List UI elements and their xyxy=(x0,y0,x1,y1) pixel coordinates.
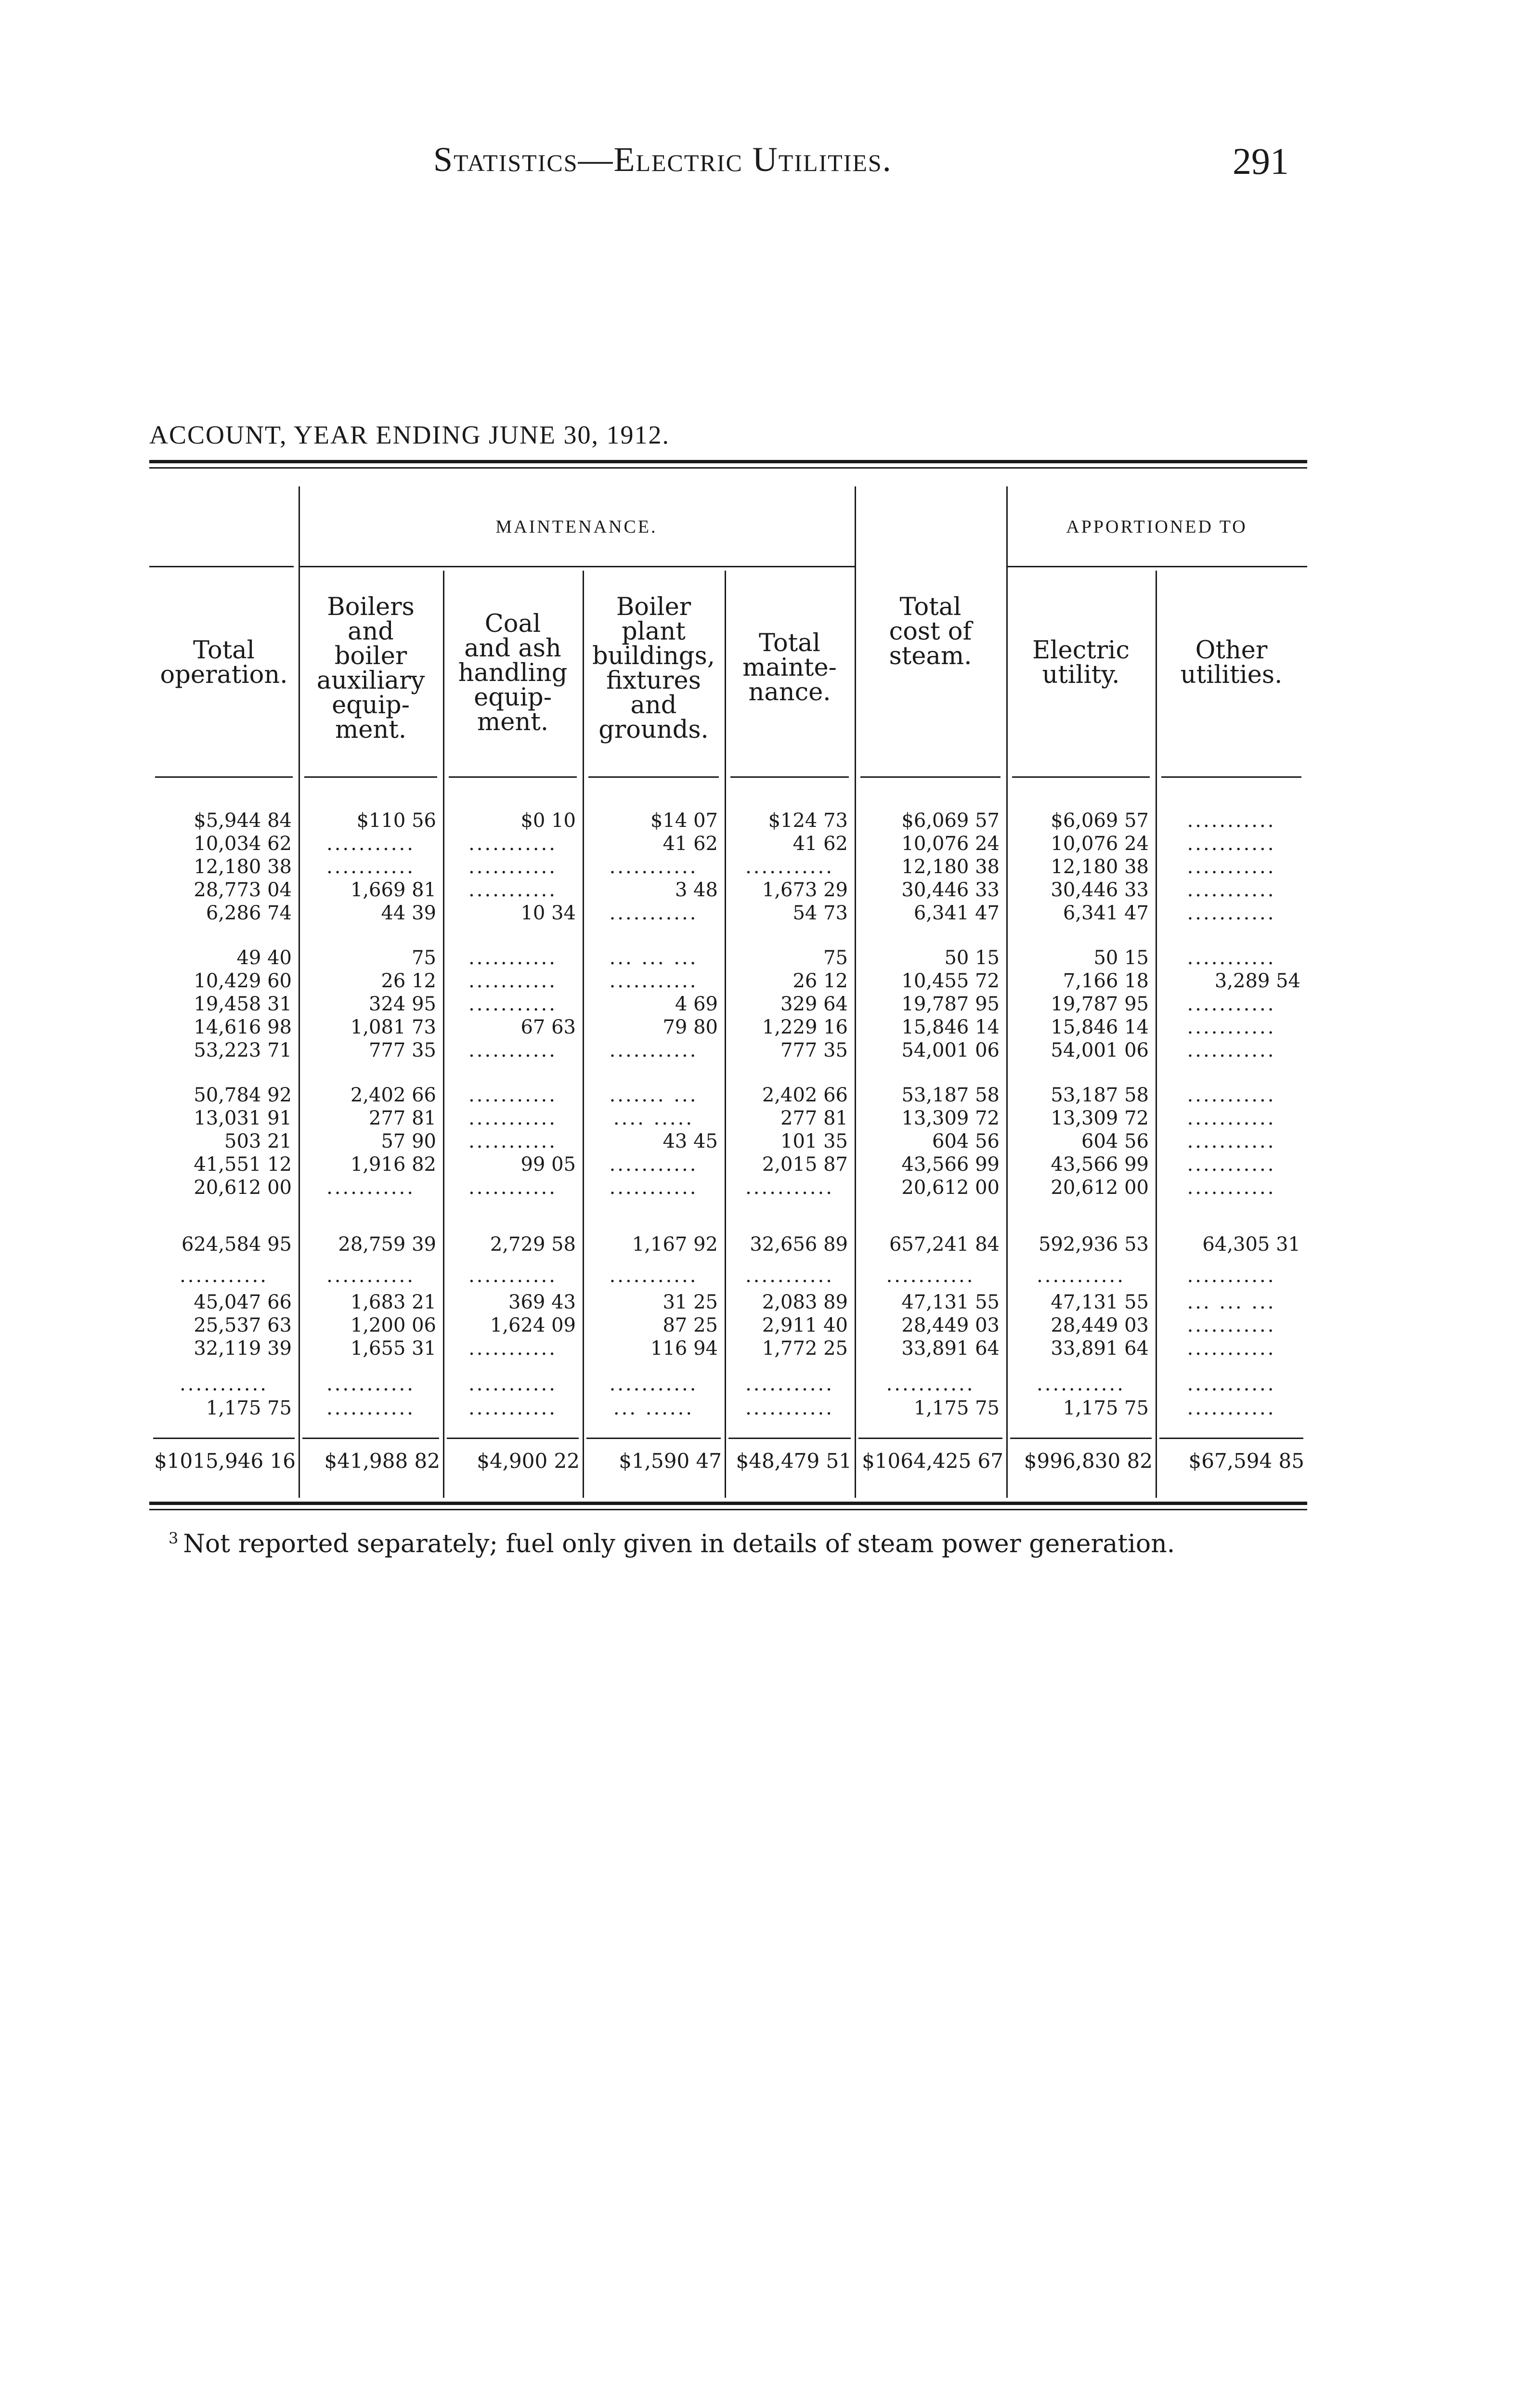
cell-r1-c4: $14 07 xyxy=(650,810,718,832)
cell-r19-c5: 1,772 25 xyxy=(762,1337,848,1360)
cell-r4-c3: ........... xyxy=(468,879,557,901)
cell-r18-c6: 28,449 03 xyxy=(901,1314,1000,1336)
cell-r13-c5: 101 35 xyxy=(780,1130,848,1152)
cell-r18-c5: 2,911 40 xyxy=(762,1314,848,1336)
cell-r3-c1: 12,180 38 xyxy=(194,856,292,878)
cell-r13-c2: 57 90 xyxy=(381,1130,436,1152)
cell-r18-c4: 87 25 xyxy=(663,1314,718,1336)
column-header-underline-5 xyxy=(730,776,849,778)
total-c8: $67,594 85 xyxy=(1188,1449,1304,1473)
cell-r7-c3: ........... xyxy=(468,970,557,992)
dot-leader-r2-c8: ........... xyxy=(1187,1265,1276,1287)
cell-r20-c7: 1,175 75 xyxy=(1063,1397,1149,1419)
column-separator-4 xyxy=(725,571,726,1498)
dot-leader-r2-c3: ........... xyxy=(468,1265,557,1287)
cell-r2-c4: 41 62 xyxy=(663,833,718,855)
totals-rule-1 xyxy=(153,1438,295,1439)
dot-leader-r2-c2: ........... xyxy=(326,1265,415,1287)
cell-r13-c8: ........... xyxy=(1187,1130,1276,1152)
cell-r15-c6: 20,612 00 xyxy=(901,1177,1000,1199)
bottom-rule-thick xyxy=(149,1502,1307,1505)
cell-r1-c8: ........... xyxy=(1187,810,1276,832)
column-header-4: Boiler plant buildings, fixtures and grounds. xyxy=(592,593,715,744)
cell-r6-c3: ........... xyxy=(468,947,557,969)
cell-r14-c3: 99 05 xyxy=(520,1153,576,1176)
cell-r7-c6: 10,455 72 xyxy=(901,970,1000,992)
cell-r20-c4: ... ...... xyxy=(613,1397,694,1419)
cell-r2-c1: 10,034 62 xyxy=(194,833,292,855)
cell-r17-c8: ... ... ... xyxy=(1187,1291,1276,1313)
cell-r6-c5: 75 xyxy=(823,947,848,969)
cell-r8-c6: 19,787 95 xyxy=(901,993,1000,1015)
cell-r9-c8: ........... xyxy=(1187,1016,1276,1038)
cell-r3-c8: ........... xyxy=(1187,856,1276,878)
cell-r18-c7: 28,449 03 xyxy=(1051,1314,1149,1336)
cell-r8-c4: 4 69 xyxy=(675,993,718,1015)
cell-r8-c3: ........... xyxy=(468,993,557,1015)
cell-r9-c7: 15,846 14 xyxy=(1051,1016,1149,1038)
cell-r4-c1: 28,773 04 xyxy=(194,879,292,901)
column-separator-3 xyxy=(583,571,584,1498)
cell-r9-c1: 14,616 98 xyxy=(194,1016,292,1038)
cell-r2-c8: ........... xyxy=(1187,833,1276,855)
footnote xyxy=(169,1529,1175,1558)
cell-r5-c5: 54 73 xyxy=(792,902,848,924)
maintenance-group-rule xyxy=(299,566,855,567)
cell-r5-c8: ........... xyxy=(1187,902,1276,924)
total-c1: $1015,946 16 xyxy=(154,1449,296,1473)
cell-r2-c2: ........... xyxy=(326,833,415,855)
cell-r14-c5: 2,015 87 xyxy=(762,1153,848,1176)
cell-r17-c2: 1,683 21 xyxy=(350,1291,436,1313)
cell-r12-c1: 13,031 91 xyxy=(194,1107,292,1129)
top-rule-thick xyxy=(149,460,1307,463)
cell-r17-c5: 2,083 89 xyxy=(762,1291,848,1313)
column-header-3: Coal and ash handling equip- ment. xyxy=(458,610,568,736)
total-operation-head-rule xyxy=(149,566,294,567)
cell-r8-c2: 324 95 xyxy=(369,993,436,1015)
cell-r14-c8: ........... xyxy=(1187,1153,1276,1176)
cell-r20-c3: ........... xyxy=(468,1397,557,1419)
column-separator-2 xyxy=(443,571,444,1498)
cell-r1-c5: $124 73 xyxy=(768,810,848,832)
cell-r15-c4: ........... xyxy=(609,1177,698,1199)
cell-r14-c2: 1,916 82 xyxy=(350,1153,436,1176)
cell-r20-c2: ........... xyxy=(326,1397,415,1419)
cell-r1-c6: $6,069 57 xyxy=(901,810,1000,832)
cell-r10-c3: ........... xyxy=(468,1039,557,1061)
column-header-2: Boilers and boiler auxiliary equip- ment. xyxy=(316,593,425,744)
cell-r19-c6: 33,891 64 xyxy=(901,1337,1000,1360)
cell-r7-c1: 10,429 60 xyxy=(194,970,292,992)
column-header-underline-2 xyxy=(304,776,437,778)
cell-r15-c8: ........... xyxy=(1187,1177,1276,1199)
dot-leader-r2-c5: ........... xyxy=(745,1265,834,1287)
dot-leader-r3-c7: ........... xyxy=(1037,1373,1125,1395)
cell-r6-c8: ........... xyxy=(1187,947,1276,969)
total-c5: $48,479 51 xyxy=(736,1449,852,1473)
cell-r12-c7: 13,309 72 xyxy=(1051,1107,1149,1129)
apportioned-group-label: APPORTIONED TO xyxy=(1066,517,1247,537)
cell-r10-c4: ........... xyxy=(609,1039,698,1061)
cell-r16-c4: 1,167 92 xyxy=(632,1233,718,1256)
dot-leader-r2-c1: ........... xyxy=(180,1265,268,1287)
column-separator-5 xyxy=(855,486,856,1498)
cell-r8-c1: 19,458 31 xyxy=(194,993,292,1015)
cell-r17-c4: 31 25 xyxy=(663,1291,718,1313)
cell-r3-c4: ........... xyxy=(609,856,698,878)
cell-r16-c7: 592,936 53 xyxy=(1038,1233,1149,1256)
totals-rule-6 xyxy=(858,1438,1002,1439)
cell-r11-c1: 50,784 92 xyxy=(194,1084,292,1106)
cell-r12-c2: 277 81 xyxy=(369,1107,436,1129)
cell-r13-c1: 503 21 xyxy=(224,1130,292,1152)
total-c6: $1064,425 67 xyxy=(862,1449,1003,1473)
cell-r16-c5: 32,656 89 xyxy=(750,1233,848,1256)
dot-leader-r3-c3: ........... xyxy=(468,1373,557,1395)
cell-r10-c8: ........... xyxy=(1187,1039,1276,1061)
cell-r2-c3: ........... xyxy=(468,833,557,855)
column-separator-7 xyxy=(1156,571,1157,1498)
cell-r2-c5: 41 62 xyxy=(792,833,848,855)
cell-r12-c8: ........... xyxy=(1187,1107,1276,1129)
cell-r10-c1: 53,223 71 xyxy=(194,1039,292,1061)
cell-r15-c2: ........... xyxy=(326,1177,415,1199)
cell-r14-c1: 41,551 12 xyxy=(194,1153,292,1176)
total-c4: $1,590 47 xyxy=(619,1449,722,1473)
cell-r18-c1: 25,537 63 xyxy=(194,1314,292,1336)
cell-r20-c1: 1,175 75 xyxy=(206,1397,292,1419)
cell-r8-c5: 329 64 xyxy=(780,993,848,1015)
totals-rule-2 xyxy=(302,1438,439,1439)
cell-r3-c2: ........... xyxy=(326,856,415,878)
total-c2: $41,988 82 xyxy=(324,1449,440,1473)
cell-r5-c1: 6,286 74 xyxy=(206,902,292,924)
table-title: ACCOUNT, YEAR ENDING JUNE 30, 1912. xyxy=(149,420,670,449)
cell-r19-c1: 32,119 39 xyxy=(194,1337,292,1360)
column-header-underline-1 xyxy=(155,776,293,778)
cell-r5-c7: 6,341 47 xyxy=(1063,902,1149,924)
cell-r11-c4: ....... ... xyxy=(609,1084,698,1106)
cell-r12-c6: 13,309 72 xyxy=(901,1107,1000,1129)
cell-r19-c3: ........... xyxy=(468,1337,557,1360)
cell-r18-c3: 1,624 09 xyxy=(490,1314,576,1336)
running-head: Statistics—Electric Utilities. xyxy=(433,140,892,179)
cell-r4-c7: 30,446 33 xyxy=(1051,879,1149,901)
cell-r1-c7: $6,069 57 xyxy=(1051,810,1149,832)
column-header-6: Total cost of steam. xyxy=(889,593,972,670)
cell-r16-c2: 28,759 39 xyxy=(338,1233,436,1256)
cell-r6-c1: 49 40 xyxy=(236,947,292,969)
cell-r4-c8: ........... xyxy=(1187,879,1276,901)
cell-r17-c3: 369 43 xyxy=(508,1291,576,1313)
column-header-underline-4 xyxy=(588,776,719,778)
cell-r8-c7: 19,787 95 xyxy=(1051,993,1149,1015)
cell-r10-c2: 777 35 xyxy=(369,1039,436,1061)
cell-r15-c3: ........... xyxy=(468,1177,557,1199)
footnote-marker: 3 xyxy=(169,1529,179,1547)
dot-leader-r2-c6: ........... xyxy=(886,1265,975,1287)
cell-r2-c7: 10,076 24 xyxy=(1051,833,1149,855)
dot-leader-r3-c5: ........... xyxy=(745,1373,834,1395)
cell-r3-c5: ........... xyxy=(745,856,834,878)
cell-r16-c3: 2,729 58 xyxy=(490,1233,576,1256)
cell-r10-c6: 54,001 06 xyxy=(901,1039,1000,1061)
cell-r14-c7: 43,566 99 xyxy=(1051,1153,1149,1176)
cell-r5-c3: 10 34 xyxy=(520,902,576,924)
column-header-1: Total operation. xyxy=(160,636,288,689)
cell-r1-c1: $5,944 84 xyxy=(194,810,292,832)
cell-r17-c1: 45,047 66 xyxy=(194,1291,292,1313)
cell-r9-c5: 1,229 16 xyxy=(762,1016,848,1038)
cell-r9-c6: 15,846 14 xyxy=(901,1016,1000,1038)
cell-r16-c8: 64,305 31 xyxy=(1202,1233,1300,1256)
cell-r3-c6: 12,180 38 xyxy=(901,856,1000,878)
cell-r16-c1: 624,584 95 xyxy=(181,1233,292,1256)
cell-r20-c5: ........... xyxy=(745,1397,834,1419)
cell-r10-c5: 777 35 xyxy=(780,1039,848,1061)
cell-r1-c2: $110 56 xyxy=(356,810,436,832)
dot-leader-r3-c2: ........... xyxy=(326,1373,415,1395)
top-rule-thin xyxy=(149,467,1307,469)
totals-rule-4 xyxy=(586,1438,721,1439)
cell-r13-c6: 604 56 xyxy=(932,1130,1000,1152)
column-header-underline-8 xyxy=(1161,776,1301,778)
cell-r9-c2: 1,081 73 xyxy=(350,1016,436,1038)
cell-r4-c4: 3 48 xyxy=(675,879,718,901)
column-header-underline-3 xyxy=(449,776,577,778)
cell-r7-c2: 26 12 xyxy=(381,970,436,992)
cell-r12-c5: 277 81 xyxy=(780,1107,848,1129)
cell-r20-c6: 1,175 75 xyxy=(913,1397,1000,1419)
cell-r19-c7: 33,891 64 xyxy=(1051,1337,1149,1360)
cell-r5-c6: 6,341 47 xyxy=(913,902,1000,924)
cell-r10-c7: 54,001 06 xyxy=(1051,1039,1149,1061)
cell-r19-c2: 1,655 31 xyxy=(350,1337,436,1360)
dot-leader-r3-c4: ........... xyxy=(609,1373,698,1395)
total-c3: $4,900 22 xyxy=(477,1449,580,1473)
cell-r11-c2: 2,402 66 xyxy=(350,1084,436,1106)
cell-r9-c4: 79 80 xyxy=(663,1016,718,1038)
cell-r13-c3: ........... xyxy=(468,1130,557,1152)
column-header-underline-7 xyxy=(1012,776,1150,778)
column-header-5: Total mainte- nance. xyxy=(742,629,837,707)
cell-r4-c2: 1,669 81 xyxy=(350,879,436,901)
cell-r5-c4: ........... xyxy=(609,902,698,924)
cell-r11-c8: ........... xyxy=(1187,1084,1276,1106)
cell-r8-c8: ........... xyxy=(1187,993,1276,1015)
cell-r7-c8: 3,289 54 xyxy=(1214,970,1300,992)
cell-r5-c2: 44 39 xyxy=(381,902,436,924)
cell-r2-c6: 10,076 24 xyxy=(901,833,1000,855)
column-separator-6 xyxy=(1006,486,1008,1498)
dot-leader-r3-c8: ........... xyxy=(1187,1373,1276,1395)
page-number: 291 xyxy=(1233,140,1289,182)
cell-r11-c5: 2,402 66 xyxy=(762,1084,848,1106)
total-c7: $996,830 82 xyxy=(1024,1449,1153,1473)
cell-r4-c6: 30,446 33 xyxy=(901,879,1000,901)
cell-r17-c7: 47,131 55 xyxy=(1051,1291,1149,1313)
cell-r4-c5: 1,673 29 xyxy=(762,879,848,901)
cell-r7-c7: 7,166 18 xyxy=(1063,970,1149,992)
cell-r17-c6: 47,131 55 xyxy=(901,1291,1000,1313)
cell-r6-c6: 50 15 xyxy=(944,947,1000,969)
apportioned-group-rule xyxy=(1006,566,1307,567)
cell-r13-c4: 43 45 xyxy=(663,1130,718,1152)
cell-r14-c6: 43,566 99 xyxy=(901,1153,1000,1176)
cell-r7-c4: ........... xyxy=(609,970,698,992)
maintenance-group-label: MAINTENANCE. xyxy=(495,517,658,537)
cell-r3-c3: ........... xyxy=(468,856,557,878)
cell-r12-c3: ........... xyxy=(468,1107,557,1129)
totals-rule-8 xyxy=(1159,1438,1303,1439)
cell-r11-c6: 53,187 58 xyxy=(901,1084,1000,1106)
footnote-text: Not reported separately; fuel only given in details of steam power generation. xyxy=(183,1530,1175,1558)
cell-r15-c1: 20,612 00 xyxy=(194,1177,292,1199)
dot-leader-r3-c6: ........... xyxy=(886,1373,975,1395)
column-header-8: Other utilities. xyxy=(1180,636,1283,689)
cell-r6-c2: 75 xyxy=(412,947,436,969)
cell-r6-c4: ... ... ... xyxy=(609,947,698,969)
cell-r13-c7: 604 56 xyxy=(1081,1130,1149,1152)
column-header-7: Electric utility. xyxy=(1032,636,1130,689)
cell-r20-c8: ........... xyxy=(1187,1397,1276,1419)
cell-r11-c3: ........... xyxy=(468,1084,557,1106)
totals-rule-3 xyxy=(447,1438,579,1439)
cell-r3-c7: 12,180 38 xyxy=(1051,856,1149,878)
cell-r11-c7: 53,187 58 xyxy=(1051,1084,1149,1106)
cell-r14-c4: ........... xyxy=(609,1153,698,1176)
cell-r19-c8: ........... xyxy=(1187,1337,1276,1360)
cell-r9-c3: 67 63 xyxy=(520,1016,576,1038)
cell-r16-c6: 657,241 84 xyxy=(889,1233,1000,1256)
dot-leader-r2-c4: ........... xyxy=(609,1265,698,1287)
cell-r18-c2: 1,200 06 xyxy=(350,1314,436,1336)
cell-r15-c7: 20,612 00 xyxy=(1051,1177,1149,1199)
dot-leader-r2-c7: ........... xyxy=(1037,1265,1125,1287)
dot-leader-r3-c1: ........... xyxy=(180,1373,268,1395)
cell-r1-c3: $0 10 xyxy=(520,810,576,832)
cell-r7-c5: 26 12 xyxy=(792,970,848,992)
column-separator-1 xyxy=(299,486,300,1498)
bottom-rule-thin xyxy=(149,1509,1307,1510)
totals-rule-7 xyxy=(1010,1438,1152,1439)
column-header-underline-6 xyxy=(860,776,1000,778)
cell-r19-c4: 116 94 xyxy=(650,1337,718,1360)
cell-r15-c5: ........... xyxy=(745,1177,834,1199)
cell-r18-c8: ........... xyxy=(1187,1314,1276,1336)
totals-rule-5 xyxy=(728,1438,851,1439)
cell-r12-c4: .... ..... xyxy=(613,1107,694,1129)
cell-r6-c7: 50 15 xyxy=(1093,947,1149,969)
